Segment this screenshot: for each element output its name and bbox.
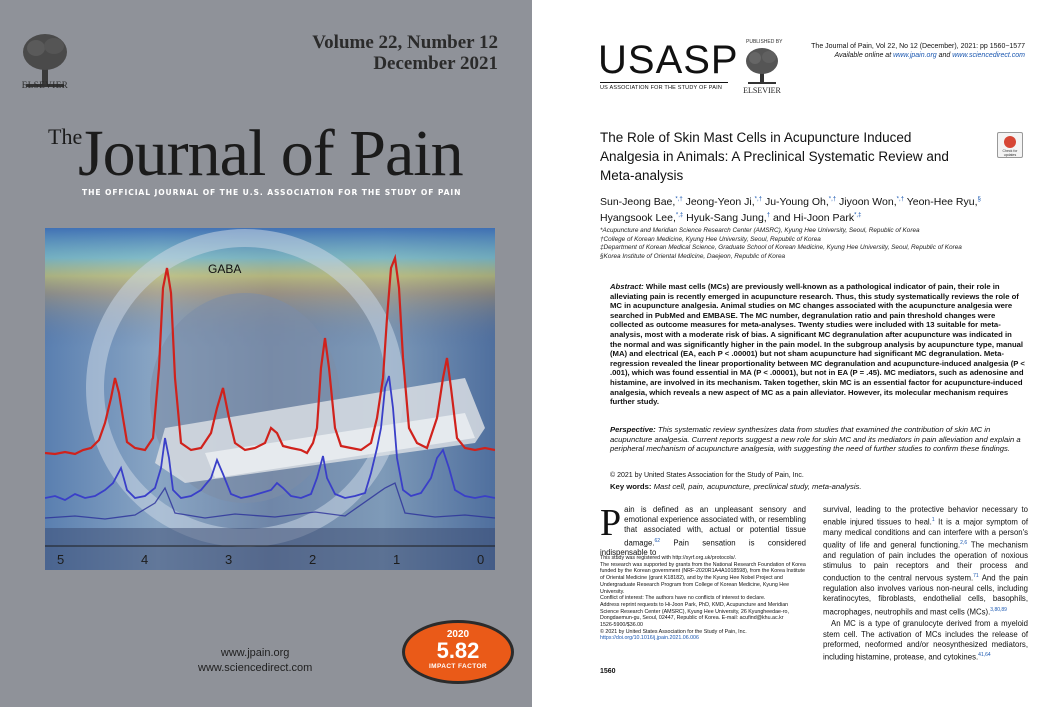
check-updates-icon: [1004, 136, 1016, 148]
cover-title-the: The: [48, 124, 83, 149]
affiliation: †College of Korean Medicine, Kyung Hee University, Seoul, Republic of Korea: [600, 235, 821, 243]
society-logo: USASP: [598, 38, 739, 82]
axis-tick: 2: [309, 552, 317, 567]
impact-year: 2020: [446, 629, 470, 640]
body-paragraph: An MC is a type of granulocyte derived from a myeloid stem cell. The activation of MCs includes the release of preformed, neoformed and/or neosynthesized mediators, including histamine, protease, and cytokines.$^{41,64}$: [823, 619, 1028, 662]
perspective: [610, 425, 1025, 454]
page-number: 1560: [600, 668, 616, 675]
footnote: This study was registered with http://syrf.org.uk/protocols/.: [600, 555, 737, 561]
sciencedirect-url[interactable]: www.sciencedirect.com: [198, 662, 313, 674]
footnote: Conflict of interest: The authors have no conflicts of interest to declare.: [600, 595, 766, 602]
article-title: The Role of Skin Mast Cells in Acupuncture Induced Analgesia in Animals: A Preclinical Systematic Review and Meta-analysis: [600, 130, 949, 183]
keywords: [610, 482, 862, 491]
copyright-line: © 2021 by United States Association for the Study of Pain, Inc.: [610, 472, 804, 479]
doi-link[interactable]: https://doi.org/10.1016/j.jpain.2021.06.006: [600, 635, 699, 642]
author[interactable]: Hyangsook Lee,*,‡: [600, 212, 684, 224]
check-updates-label: Check for updates: [1002, 149, 1018, 157]
axis-tick: 1: [393, 552, 401, 567]
publisher-name: ELSEVIER: [21, 80, 69, 90]
available-online: [811, 51, 1025, 60]
publisher-name: ELSEVIER: [743, 86, 781, 95]
author-list: [600, 192, 1020, 225]
body-column-left: [600, 502, 806, 559]
volume-number: Volume 22, Number 12: [312, 32, 498, 53]
keywords-heading: Key words:: [610, 482, 652, 491]
author[interactable]: Jiyoon Won,*,†: [839, 195, 904, 208]
jpain-link[interactable]: www.jpain.org: [893, 52, 937, 59]
citation-line: The Journal of Pain, Vol 22, No 12 (December), 2021: pp 1560−1577: [811, 43, 1025, 50]
drop-cap: P: [600, 502, 622, 544]
author[interactable]: Yeon-Hee Ryu,§: [906, 195, 981, 208]
body-paragraph: survival, leading to the protective behavior necessary to enable injured tissues to heal.$^1$ It is a major symptom of many medical conditions and can interfere with a person's quality of life and general functioning.$^{2,6}$ The mechanism and regulation of pain includes the operation of noxious stimulus to pain receptors and their process and conduction to the central nervous system.$^{71}$ And the pain regulation also involves various non-neural cells, including keratinocytes, fibroblasts, endothelial cells, basophils, macrophages, neutrophils and mast cells (MCs).$^{3,80,89}$: [823, 505, 1028, 617]
cover-illustration: [45, 228, 495, 570]
available-prefix: Available online at: [834, 52, 894, 59]
society-full-name: US ASSOCIATION FOR THE STUDY OF PAIN: [600, 85, 723, 91]
cover-title: Journal of Pain: [78, 117, 463, 190]
gaba-label: GABA: [208, 262, 242, 276]
author[interactable]: Sun-Jeong Bae,*,†: [600, 195, 683, 208]
society-logo-rule: [600, 82, 728, 83]
issue-date: December 2021: [373, 53, 498, 74]
cover-subtitle: THE OFFICIAL JOURNAL OF THE U.S. ASSOCIATION FOR THE STUDY OF PAIN: [82, 188, 462, 197]
affiliation: *Acupuncture and Meridian Science Research Center (AMSRC), Kyung Hee University, Seoul, Republic of Korea: [600, 227, 920, 234]
perspective-heading: Perspective:: [610, 425, 656, 434]
elsevier-tree-logo: [742, 46, 782, 86]
axis-tick: 4: [141, 552, 149, 567]
cover-urls: [198, 646, 312, 676]
author[interactable]: Hyuk-Sang Jung,†: [686, 212, 771, 224]
abstract-text: While mast cells (MCs) are previously well-known as a pathological indicator of pain, their role in alleviating pain is recently emerged in acupuncture research. Thus, this study systematically reviews the role of MC in acupuncture analgesia. Animal studies on MC changes associated with the acupuncture analgesia were searched in PubMed and EMBASE. The MC number, degranulation ratio and pain threshold changes were collected as outcome measures for meta-analyses. Twenty studies were included with 13 suitable for meta-analysis, most with a moderate risk of bias. A significant MC degranulation after acupuncture was indicated in the normal and was significantly higher in the pain model. In the subgroup analysis by acupuncture type, manual (MA) and electrical (EA, each P < .00001) but not sham acupuncture had significant MC degranulation. Meta-regression revealed the linear proportionality between MC degranulation and acupuncture-induced analgesia (P < .001), which was found essential in MA (P < .00001), but not in EA (P = .45). MC mediators, such as adenosine and histamine, are involved in its mechanism. Taken together, skin MC is an essential factor for acupuncture-induced analgesia, which reveals a new aspect of MC as a pain alleviator. However, its molecular mechanism requires further study.: [610, 282, 1025, 407]
footnote: © 2021 by United States Association for the Study of Pain, Inc.: [600, 628, 747, 635]
axis-tick: 3: [225, 552, 233, 567]
axis-tick: 5: [57, 552, 65, 567]
body-column-right: [823, 505, 1028, 665]
abstract-heading: Abstract:: [610, 282, 644, 291]
affiliations: [600, 227, 1030, 261]
jpain-url[interactable]: www.jpain.org: [220, 647, 290, 659]
article-first-page: [540, 0, 1040, 707]
author[interactable]: Jeong-Yeon Ji,*,†: [685, 195, 763, 208]
keywords-text: Mast cell, pain, acupuncture, preclinical study, meta-analysis.: [653, 482, 862, 491]
footnote: 1526-5900/$36.00: [600, 622, 644, 629]
author[interactable]: Ju-Young Oh,*,†: [764, 195, 837, 208]
axis-tick: 0: [477, 552, 485, 567]
perspective-text: This systematic review synthesizes data from studies that examined the contribution of skin MC in acupuncture analgesia. Current reports suggest a new role for skin MC and its mediators in pain alleviation and explain a peripheral mechanism of acupuncture analgesia, with suggesting the need of further studies to confirm these findings.: [610, 425, 1021, 454]
footnotes: [600, 555, 806, 642]
available-and: and: [936, 52, 953, 59]
check-for-updates-button[interactable]: [997, 132, 1023, 158]
journal-reference: [811, 42, 1025, 60]
intro-paragraph: Pain is defined as an unpleasant sensory and emotional experience associated with, or resembling that associated with, actual or potential tissue damage.$^{62}$ Pain sensation is considered indispensable to: [600, 502, 806, 558]
author[interactable]: and Hi-Joon Park*,‡: [772, 212, 862, 224]
volume-info: [312, 32, 498, 74]
abstract: [610, 282, 1025, 407]
footnote: The research was supported by grants from the National Research Foundation of Korea funded by the Korean government (NRF-2020R1A4A1018598), from the Korea Institute of Oriental Medicine (grant K18182), and by the Kyung Hee Nobel Project and Undergraduate Research Program from College of Korean Medicine, Kyung Hee University.: [600, 561, 806, 595]
sciencedirect-link[interactable]: www.sciencedirect.com: [952, 52, 1025, 59]
impact-label: IMPACT FACTOR: [428, 663, 488, 670]
published-by-label: PUBLISHED BY: [746, 39, 783, 45]
impact-factor-badge: [402, 620, 514, 684]
impact-value: 5.82: [436, 638, 480, 663]
affiliation: §Korea Institute of Oriental Medicine, Daejeon, Republic of Korea: [600, 252, 786, 260]
footnote: Address reprint requests to Hi-Joon Park, PhD, KMD, Acupuncture and Meridian Science Research Center (AMSRC), Kyung Hee University, 26 Kyungheedae-ro, Dongdaemun-gu, Seoul, 02447, Republic of Korea. E-mail: acufind@khu.ac.kr: [600, 601, 789, 622]
affiliation: ‡Department of Korean Medical Science, Graduate School of Korean Medicine, Kyung Hee University, Seoul, Republic of Korea: [600, 244, 962, 251]
